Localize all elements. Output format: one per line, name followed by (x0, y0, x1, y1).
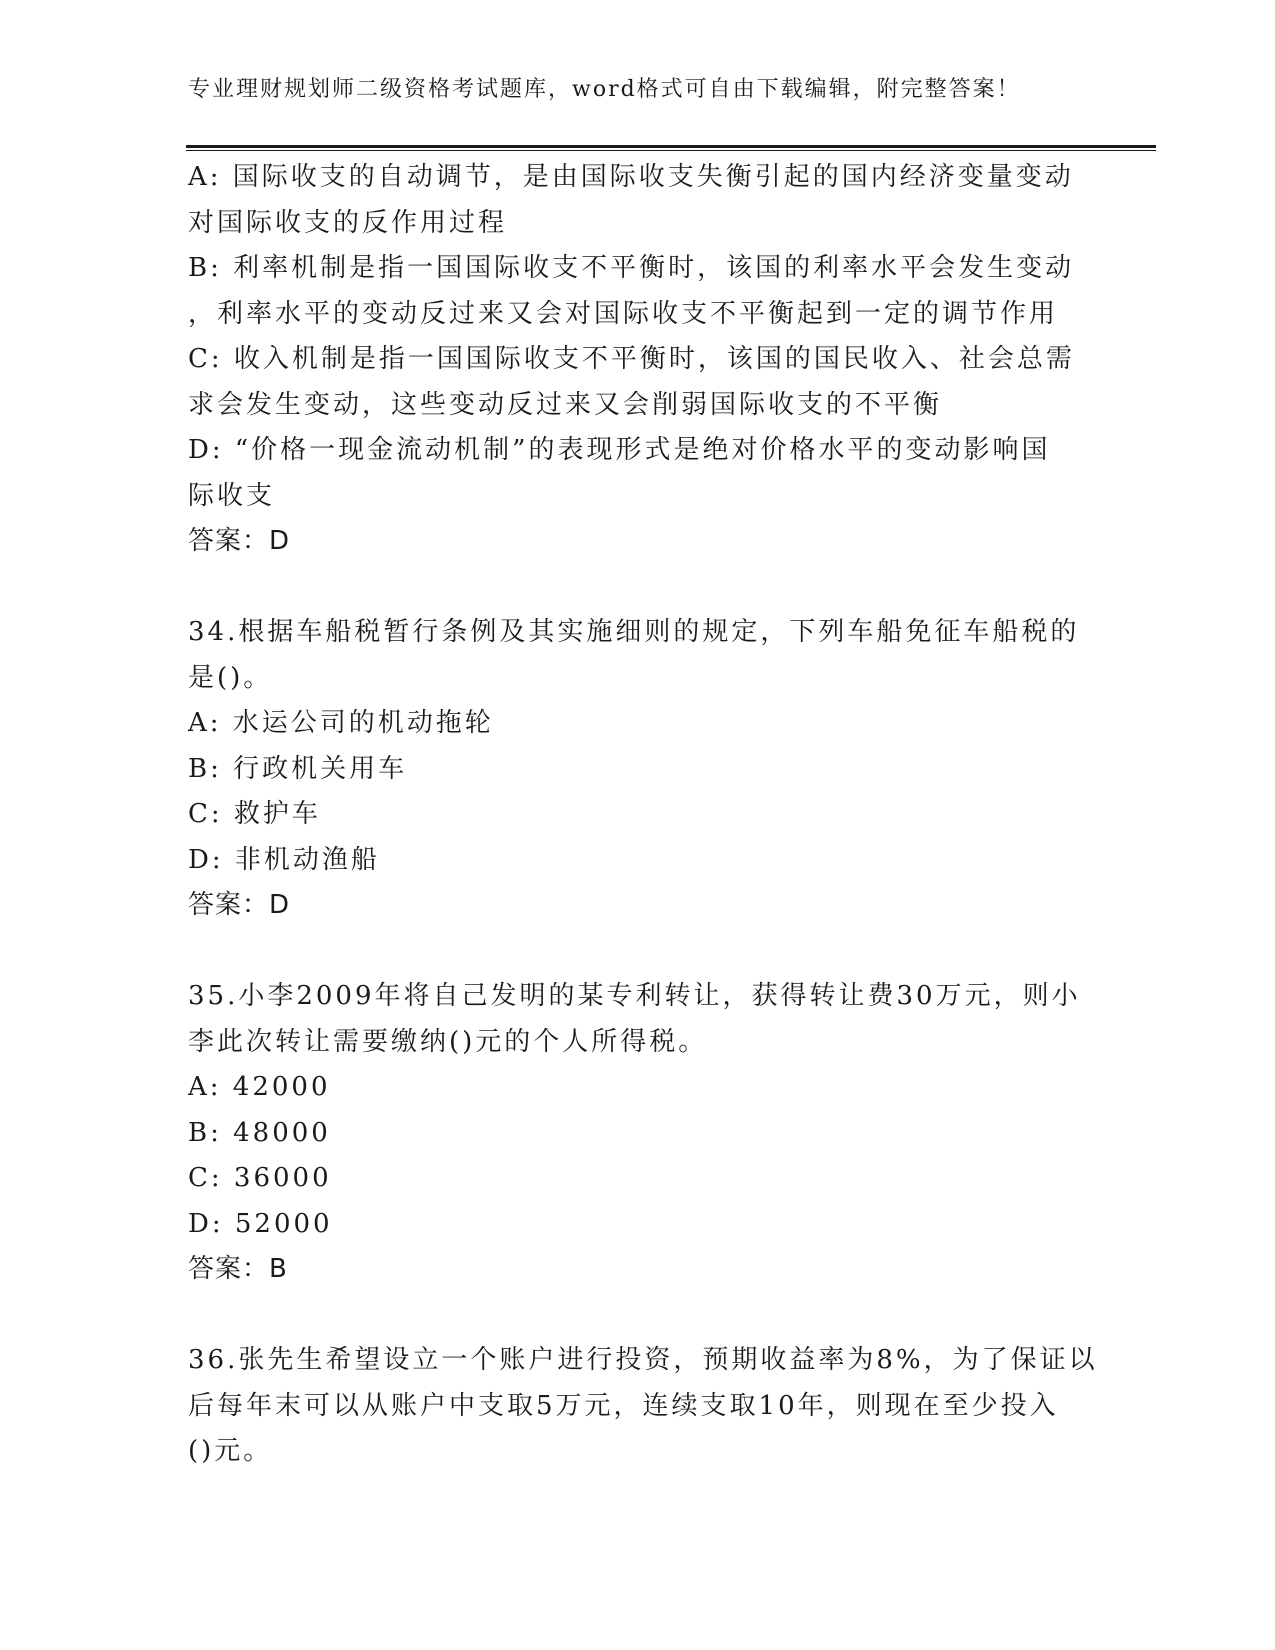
q33-answer: 答案：D (188, 526, 291, 556)
page-header: 专业理财规划师二级资格考试题库，word格式可自由下载编辑，附完整答案！ (188, 77, 1021, 102)
spacer (188, 565, 1093, 611)
q35-option-c: C: 36000 (188, 1163, 332, 1193)
header-rule-thin (186, 150, 1156, 151)
q34-option-b: B: 行政机关用车 (188, 753, 408, 784)
q36-question: 36.张先生希望设立一个账户进行投资，预期收益率为8%，为了保证以 后每年末可以从账户中支取5万元，连续支取10年，则现在至少投入 ()元。 (188, 1345, 1098, 1466)
q35-option-d: D: 52000 (188, 1208, 333, 1239)
header-rule (186, 145, 1156, 151)
q35-option-b: B: 48000 (188, 1117, 331, 1148)
q33-option-d: D: “价格一现金流动机制”的表现形式是绝对价格水平的变动影响国 际收支 (188, 435, 1051, 511)
q35-option-a: A: 42000 (188, 1072, 331, 1102)
question-content (188, 155, 1098, 1475)
header-rule-thick (186, 145, 1156, 148)
q34-option-a: A: 水运公司的机动拖轮 (188, 708, 494, 738)
q33-option-b: B: 利率机制是指一国国际收支不平衡时，该国的利率水平会发生变动 ，利率水平的变动反过来又会对国际收支不平衡起到一定的调节作用 (188, 253, 1075, 329)
q34-option-c: C: 救护车 (188, 799, 321, 829)
spacer (188, 1293, 1093, 1339)
spacer (188, 929, 1093, 975)
q34-answer: 答案：D (188, 890, 291, 920)
q35-answer: 答案：B (188, 1254, 288, 1284)
q34-question: 34.根据车船税暂行条例及其实施细则的规定，下列车船免征车船税的 是()。 (188, 617, 1080, 693)
q34-option-d: D: 非机动渔船 (188, 844, 380, 875)
q33-option-a: A: 国际收支的自动调节，是由国际收支失衡引起的国内经济变量变动 对国际收支的反作用过程 (188, 162, 1074, 238)
q35-question: 35.小李2009年将自己发明的某专利转让，获得转让费30万元，则小 李此次转让需要缴纳()元的个人所得税。 (188, 981, 1081, 1057)
q33-option-c: C: 收入机制是指一国国际收支不平衡时，该国的国民收入、社会总需 求会发生变动，这些变动反过来又会削弱国际收支的不平衡 (188, 344, 1075, 420)
